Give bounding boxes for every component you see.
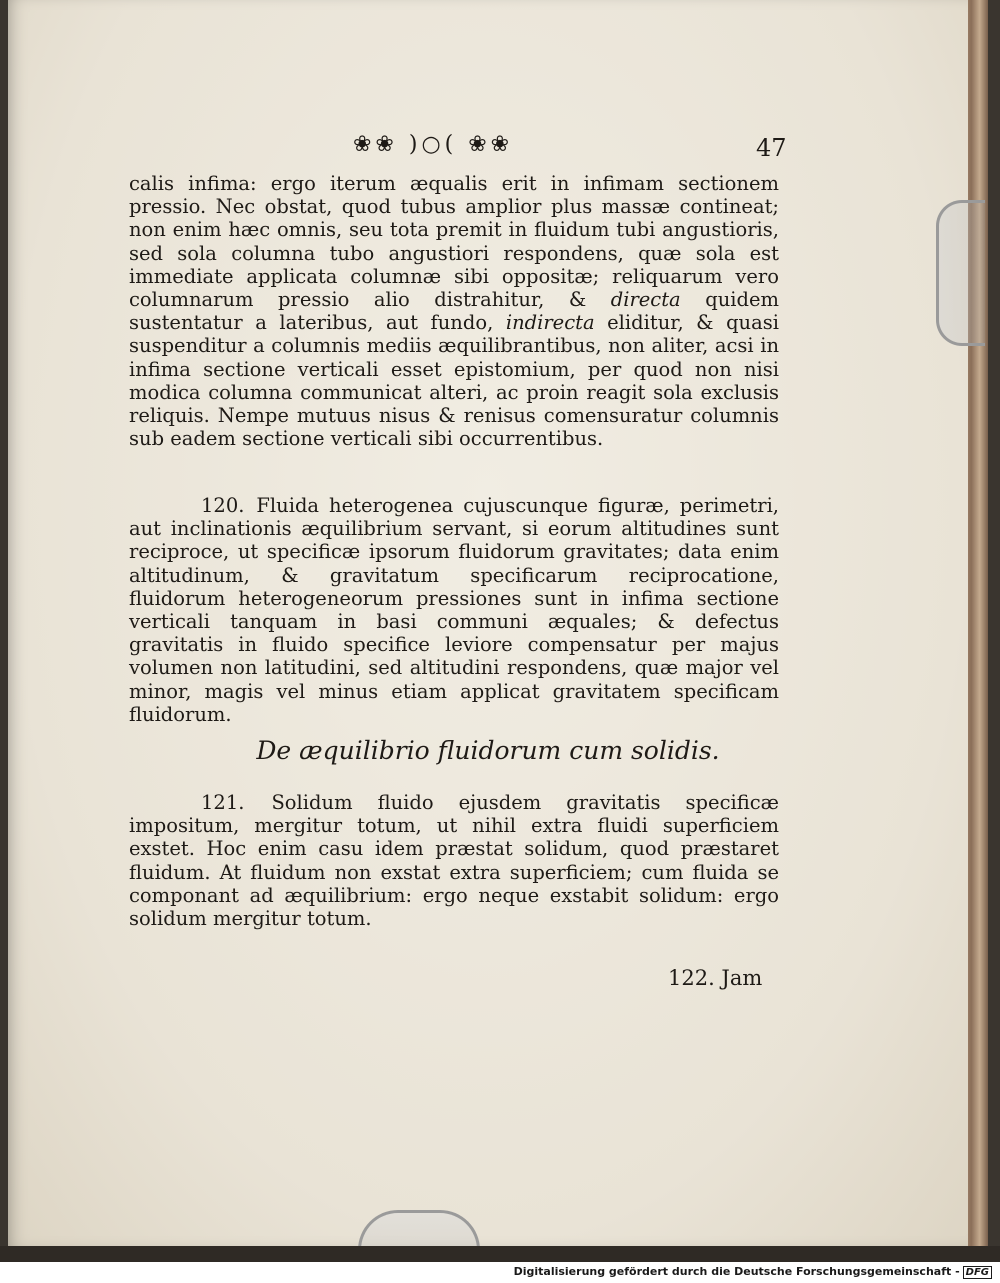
footer-strip — [0, 1262, 1000, 1283]
credit-text: Digitalisierung gefördert durch die Deutsche Forschungsgemeinschaft - — [513, 1265, 960, 1278]
running-header — [8, 130, 968, 166]
text-segment: quidem sustentatur a lateribus, aut fundo, — [129, 288, 779, 335]
paper-clip-right — [936, 200, 985, 346]
dfg-logo-badge: DFG — [963, 1266, 992, 1279]
text-segment: eliditur, & quasi suspenditur a columnis mediis æquilibrantibus, non aliter, acsi in infima sectione verticali esset epistomium, per quod non nisi modica columna communicat alteri, ac proin reagit sola exclusis reliquis. Nempe mutuus nisus & renisus comensuratur columnis sub eadem sectione verticali sibi occurrentibus. — [129, 311, 779, 451]
scan-bottom-border — [0, 1246, 1000, 1262]
paragraph-121 — [129, 791, 779, 930]
italic-word-directa: directa — [610, 288, 681, 312]
section-heading: De æquilibrio fluidorum cum solidis. — [256, 736, 720, 765]
paragraph-120 — [129, 494, 779, 726]
page-number: 47 — [756, 134, 787, 162]
text-segment: calis infima: ergo iterum æqualis erit in infimam sectionem pressio. Nec obstat, quod tubus amplior plus massæ contineat; non enim hæc omnis, seu tota premit in fluidum tubi angustioris, sed sola columna tubo angustiori respondens, quæ sola est immediate applicata columnæ sibi oppositæ; reliquarum vero columnarum pressio alio distrahitur, & — [129, 172, 779, 312]
paragraph-text: Solidum fluido ejusdem gravitatis specificæ impositum, mergitur totum, ut nihil extra fluidi superficiem exstet. Hoc enim casu idem præstat solidum, quod præstaret fluidum. At fluidum non exstat extra superficiem; cum fluida se componant ad æquilibrium: ergo neque exstabit solidum: ergo solidum mergitur totum. — [129, 791, 779, 931]
header-ornament: ❀❀ )○( ❀❀ — [353, 132, 514, 157]
paper-page — [8, 0, 968, 1246]
italic-word-indirecta: indirecta — [505, 311, 595, 335]
paragraph-text: Fluida heterogenea cujuscunque figuræ, perimetri, aut inclinationis æquilibrium servant, si eorum altitudines sunt reciproce, ut specificæ ipsorum fluidorum gravitates; data enim altitudinum, & gravitatum specificarum reciprocatione, fluidorum heterogeneorum pressiones sunt in infima sectione verticali tanquam in basi communi æquales; & defectus gravitatis in fluido specifice leviore compensatur per majus volumen non latitudini, sed altitudini respondens, quæ major vel minor, magis vel minus etiam applicat gravitatem specificam fluidorum. — [129, 494, 780, 726]
paragraph-119-continued — [129, 172, 779, 450]
paragraph-number: 121. — [201, 791, 245, 814]
paragraph-number: 120. — [201, 494, 245, 517]
catchword: 122. Jam — [668, 966, 763, 990]
digitization-credit — [514, 1265, 992, 1279]
